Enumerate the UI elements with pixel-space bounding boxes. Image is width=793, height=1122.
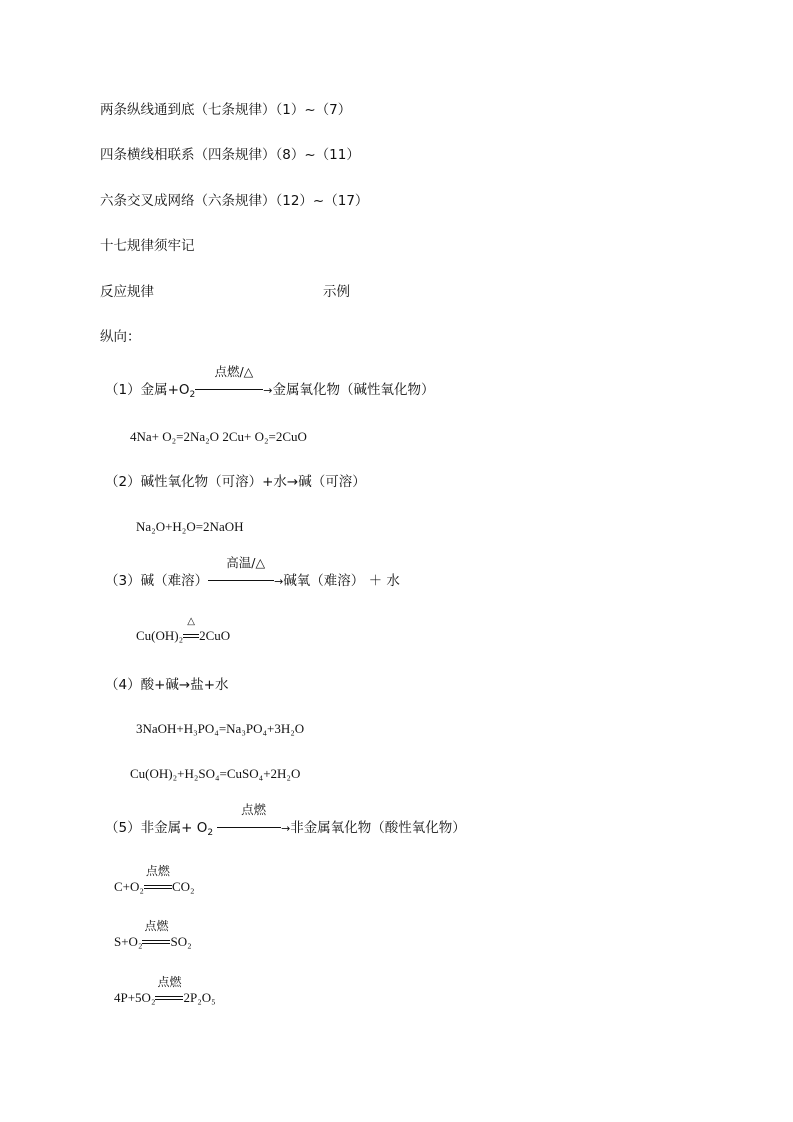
reaction-arrow: 点燃 → xyxy=(217,819,290,838)
example-1: 4Na+ O₂=2Na₂O 2Cu+ O₂=2CuO xyxy=(130,429,307,444)
rule-3-right: 碱氧（难溶） ＋ 水 xyxy=(283,573,400,589)
header-example: 示例 xyxy=(323,284,350,300)
example-5c-right: 2P₂O₅ xyxy=(183,990,216,1005)
summary-line-4: 十七规律须牢记 xyxy=(100,238,195,254)
equals-condition xyxy=(142,919,170,951)
summary-line-3: 六条交叉成网络（六条规律）（12）~（17） xyxy=(100,193,369,209)
rule-1-right: 金属氧化物（碱性氧化物） xyxy=(272,382,435,398)
rule-2: （2）碱性氧化物（可溶）+水→碱（可溶） xyxy=(105,474,366,490)
example-3-condition: △ xyxy=(187,616,195,627)
example-5c xyxy=(114,975,216,1007)
example-5a-right: CO₂ xyxy=(171,879,195,894)
rule-5-left: （5）非金属+ O xyxy=(105,820,208,836)
example-5a xyxy=(114,864,195,896)
example-5b xyxy=(114,919,192,951)
equals-condition xyxy=(183,616,199,645)
rule-5-condition: 点燃 xyxy=(241,802,267,817)
example-5b-condition: 点燃 xyxy=(144,919,169,933)
example-3 xyxy=(136,616,231,645)
example-5a-left: C+O₂ xyxy=(114,879,144,894)
example-4a: 3NaOH+H₃PO₄=Na₃PO₄+3H₂O xyxy=(136,721,305,736)
example-5b-right: SO₂ xyxy=(170,934,192,949)
equals-condition xyxy=(155,975,183,1007)
example-4b: Cu(OH)₂+H₂SO₄=CuSO₄+2H₂O xyxy=(130,766,301,781)
example-3-left: Cu(OH)₂ xyxy=(136,628,184,643)
rule-4: （4）酸+碱→盐+水 xyxy=(105,677,229,693)
rule-3 xyxy=(105,555,400,591)
rule-3-condition: 高温/△ xyxy=(226,555,266,570)
example-5c-left: 4P+5O₂ xyxy=(114,990,156,1005)
vertical-heading: 纵向： xyxy=(100,329,141,345)
rule-1-condition: 点燃/△ xyxy=(214,364,254,379)
example-2: Na₂O+H₂O=2NaOH xyxy=(136,519,244,534)
example-5c-condition: 点燃 xyxy=(157,975,182,989)
rule-5 xyxy=(105,802,466,838)
reaction-arrow: 点燃/△ → xyxy=(195,381,272,400)
rule-5-right: 非金属氧化物（酸性氧化物） xyxy=(290,820,466,836)
rule-1-left: （1）金属+O xyxy=(105,382,190,398)
summary-line-2: 四条横线相联系（四条规律）（8）~（11） xyxy=(100,147,360,163)
rule-1 xyxy=(105,364,435,400)
example-5a-condition: 点燃 xyxy=(145,864,170,878)
rule-5-sub: 2 xyxy=(207,828,214,838)
example-3-right: 2CuO xyxy=(199,628,231,643)
example-5b-left: S+O₂ xyxy=(114,934,143,949)
reaction-arrow: 高温/△ → xyxy=(208,572,283,591)
header-rule: 反应规律 xyxy=(100,284,154,300)
rule-1-sub: 2 xyxy=(189,390,196,400)
rule-3-left: （3）碱（难溶） xyxy=(105,573,209,589)
summary-line-1: 两条纵线通到底（七条规律）（1）~（7） xyxy=(100,102,352,118)
equals-condition xyxy=(144,864,172,896)
